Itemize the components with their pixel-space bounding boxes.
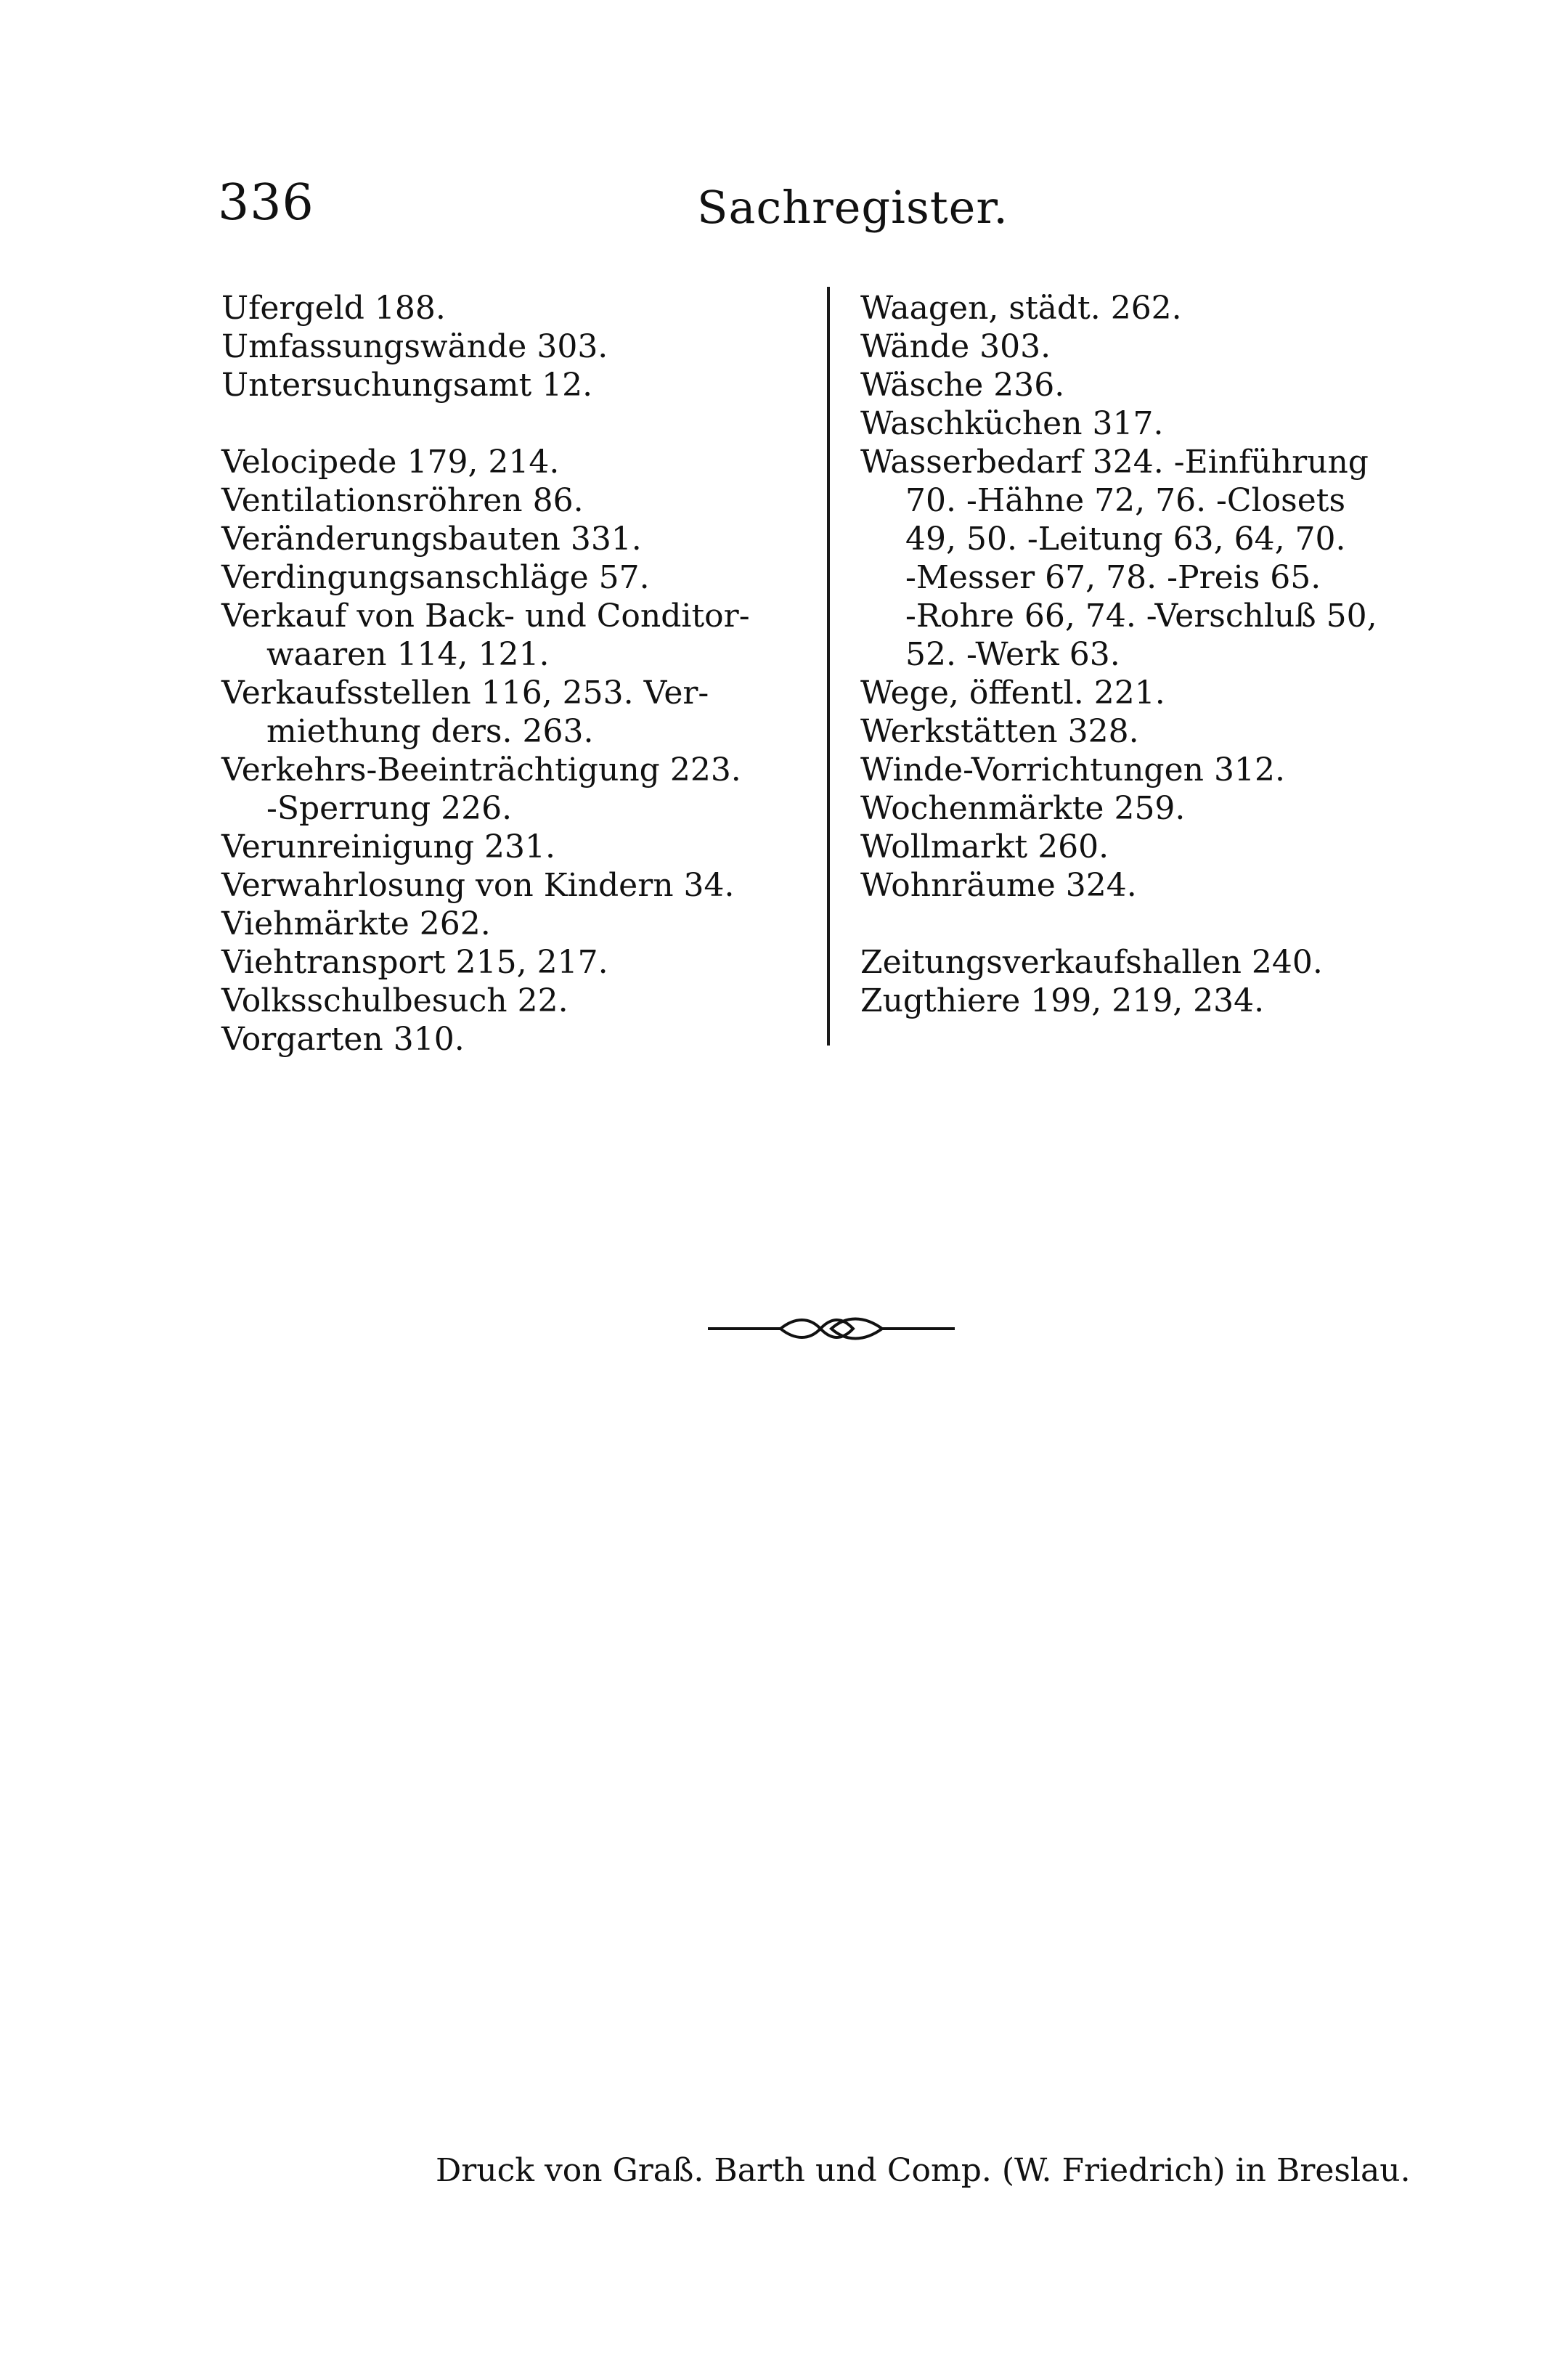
index-entry-continuation: waaren 114, 121. (266, 636, 550, 673)
ornament-knot (780, 1319, 882, 1339)
index-entry: Volksschulbesuch 22. (221, 982, 568, 1019)
index-left-column (221, 289, 802, 1059)
index-entry: Ufergeld 188. (221, 290, 446, 327)
index-entry: Wohnräume 324. (860, 867, 1137, 904)
index-entry: Wäsche 236. (860, 367, 1065, 404)
index-entry: Wasserbedarf 324. -Einführung (860, 444, 1369, 481)
index-entry: Zeitungsverkaufshallen 240. (860, 944, 1323, 981)
index-entry: Veränderungsbauten 331. (221, 521, 642, 558)
index-entry-continuation: 70. -Hähne 72, 76. -Closets (905, 482, 1346, 519)
index-entry: Verunreinigung 231. (221, 828, 556, 865)
index-entry-continuation: -Rohre 66, 74. -Verschluß 50, (905, 598, 1377, 635)
index-right-column (860, 289, 1434, 1020)
index-entry-continuation: -Messer 67, 78. -Preis 65. (905, 559, 1321, 596)
index-entry: Wege, öffentl. 221. (860, 675, 1165, 712)
index-entry: Verkehrs-Beeinträchtigung 223. (221, 751, 741, 788)
index-entry: Verwahrlosung von Kindern 34. (221, 867, 735, 904)
index-entry: Verdingungsanschläge 57. (221, 559, 650, 596)
index-entry: Wollmarkt 260. (860, 828, 1109, 865)
index-entry: Werkstätten 328. (860, 713, 1139, 750)
index-entry: Zugthiere 199, 219, 234. (860, 982, 1265, 1019)
index-entry-continuation: miethung ders. 263. (266, 713, 594, 750)
page-number: 336 (218, 174, 314, 232)
index-entry: Viehtransport 215, 217. (221, 944, 608, 981)
index-entry: Verkauf von Back- und Conditor- (221, 598, 750, 635)
index-entry: Viehmärkte 262. (221, 905, 491, 942)
index-entry: Wände 303. (860, 328, 1051, 365)
index-entry: Waagen, städt. 262. (860, 290, 1182, 327)
index-entry: Ventilationsröhren 86. (221, 482, 584, 519)
ornament-divider (708, 1307, 955, 1350)
index-entry-continuation: -Sperrung 226. (266, 790, 513, 827)
index-entry: Untersuchungsamt 12. (221, 367, 593, 404)
index-entry: Umfassungswände 303. (221, 328, 608, 365)
index-entry-continuation: 52. -Werk 63. (905, 636, 1120, 673)
running-title: Sachregister. (697, 181, 1008, 234)
index-entry: Winde-Vorrichtungen 312. (860, 751, 1285, 788)
index-entry: Verkaufsstellen 116, 253. Ver- (221, 675, 709, 712)
column-rule (827, 287, 830, 1046)
index-entry: Waschküchen 317. (860, 405, 1164, 442)
index-entry-continuation: 49, 50. -Leitung 63, 64, 70. (905, 521, 1346, 558)
index-entry: Wochenmärkte 259. (860, 790, 1186, 827)
index-entry: Vorgarten 310. (221, 1021, 465, 1058)
index-entry: Velocipede 179, 214. (221, 444, 560, 481)
printer-imprint: Druck von Graß. Barth und Comp. (W. Friedrich) in Breslau. (436, 2152, 1411, 2189)
